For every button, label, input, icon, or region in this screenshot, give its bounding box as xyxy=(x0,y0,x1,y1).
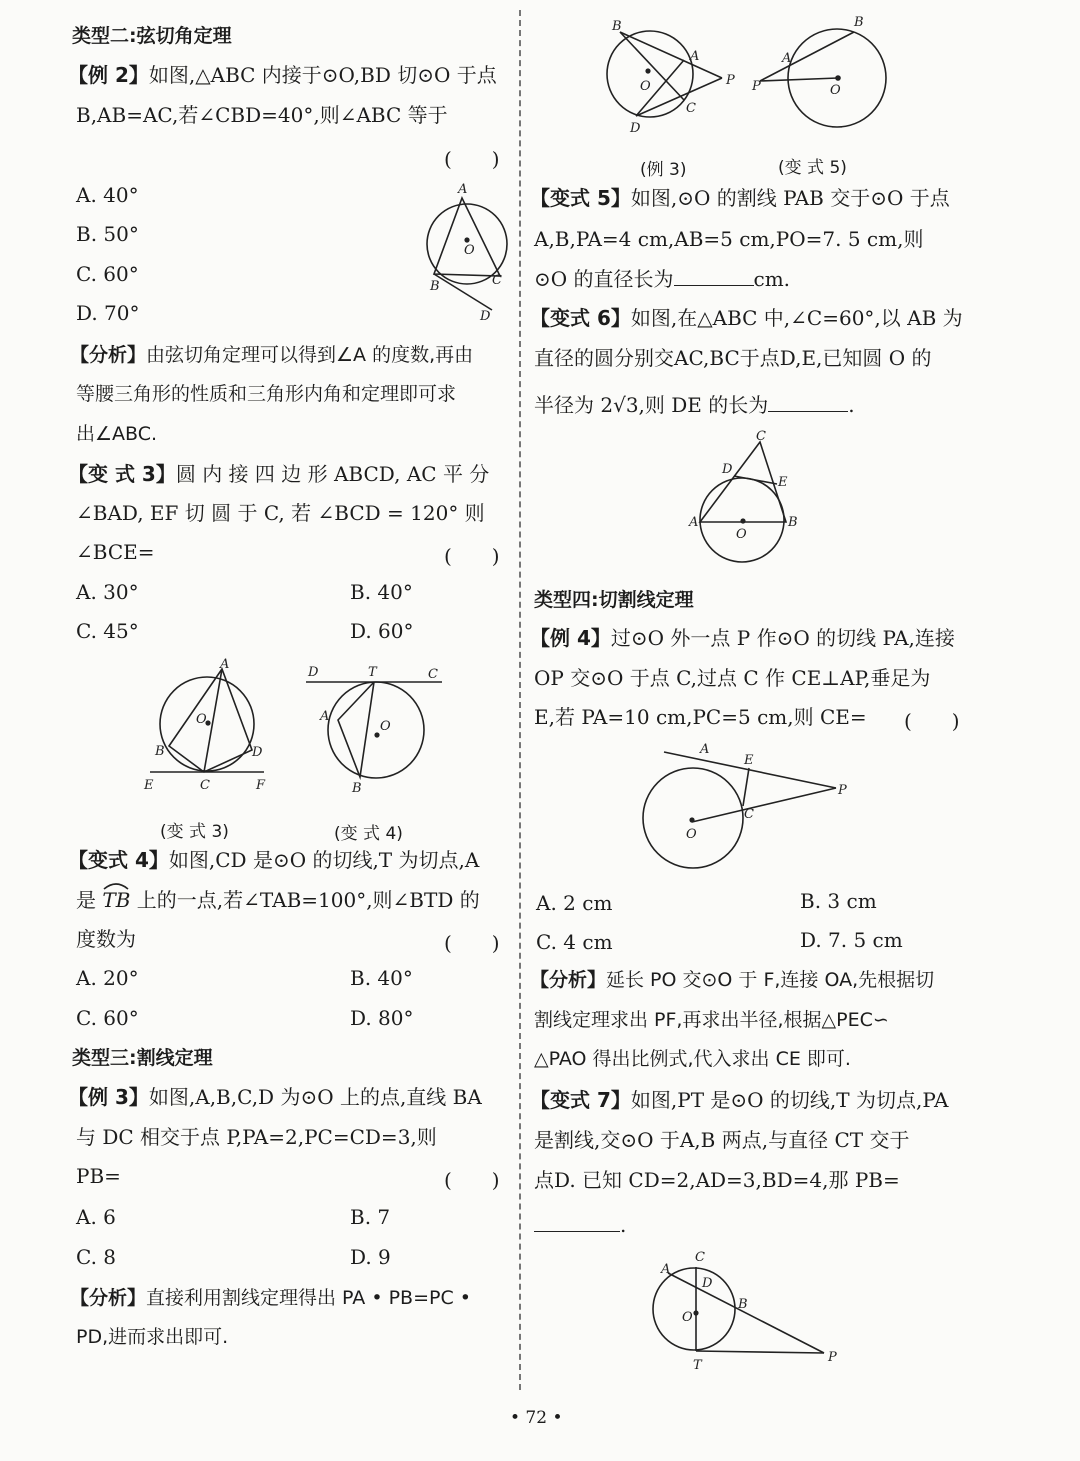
tangent-pt xyxy=(696,1351,824,1353)
example4-line2: OP 交⊙O 于点 C,过点 C 作 CE⊥AP,垂足为 xyxy=(534,666,931,690)
label-p: P xyxy=(726,73,735,88)
example2-label: 【例 2】 xyxy=(68,63,149,87)
label-c: C xyxy=(200,778,210,793)
label-b: B xyxy=(612,19,622,34)
label-b: B xyxy=(738,1297,748,1312)
example4-line1 xyxy=(530,626,955,650)
example3-label: 【例 3】 xyxy=(68,1085,149,1109)
perpendicular-ce xyxy=(743,768,749,806)
option-d: D. 80° xyxy=(350,1006,414,1030)
caption-variant4: (变 式 4) xyxy=(334,824,403,844)
variant3-text1: 圆 内 接 四 边 形 ABCD, AC 平 分 xyxy=(175,462,490,486)
label-c: C xyxy=(492,273,502,288)
figure-variant7 xyxy=(652,1245,852,1380)
label-o: O xyxy=(640,79,651,94)
segment-de xyxy=(734,476,777,484)
analysis3-label: 【分析】 xyxy=(530,969,607,991)
caption-example3: (例 3) xyxy=(640,160,687,180)
segment-po xyxy=(760,78,838,81)
option-b: B. 3 cm xyxy=(800,889,877,913)
label-c: C xyxy=(686,101,696,116)
option-a: A. 20° xyxy=(76,966,139,990)
answer-paren: ( ) xyxy=(444,147,500,171)
example4-text1: 过⊙O 外一点 P 作⊙O 的切线 PA,连接 xyxy=(610,626,955,650)
analysis1-text1: 由弦切角定理可以得到∠A 的度数,再由 xyxy=(146,344,474,366)
variant6-line2: 直径的圆分别交AC,BC于点D,E,已知圆 O 的 xyxy=(534,346,932,370)
option-c: C. 60° xyxy=(76,262,139,286)
example3-line1 xyxy=(68,1085,482,1109)
secant-pb xyxy=(620,32,722,78)
example2-text1: 如图,△ABC 内接于⊙O,BD 切⊙O 于点 xyxy=(148,63,497,87)
label-t: T xyxy=(693,1358,702,1373)
option-a: A. 6 xyxy=(76,1205,116,1229)
variant5-line1 xyxy=(530,186,950,210)
analysis3-text1: 延长 PO 交⊙O 于 F,连接 OA,先根据切 xyxy=(606,969,935,991)
label-b: B xyxy=(854,15,864,30)
label-p: P xyxy=(828,1350,837,1365)
label-o: O xyxy=(380,719,391,734)
figure-variant3 xyxy=(140,656,280,801)
chord-bc xyxy=(620,32,684,100)
example3-text1: 如图,A,B,C,D 为⊙O 上的点,直线 BA xyxy=(148,1085,482,1109)
example4-line3: E,若 PA=10 cm,PC=5 cm,则 CE= xyxy=(534,705,867,729)
label-c: C xyxy=(756,429,766,444)
example2-line1 xyxy=(68,63,497,87)
figure-example3 xyxy=(600,14,740,139)
answer-paren: ( ) xyxy=(444,1168,500,1192)
label-a: A xyxy=(782,51,792,66)
label-c: C xyxy=(428,667,438,682)
center-dot xyxy=(693,1310,698,1315)
example3-line3: PB= xyxy=(76,1164,121,1188)
triangle-abc xyxy=(434,198,500,276)
arc-mark xyxy=(102,880,130,890)
label-e: E xyxy=(144,778,154,793)
label-a: A xyxy=(220,657,230,672)
variant7-line1 xyxy=(530,1088,948,1112)
variant4-label: 【变式 4】 xyxy=(68,848,169,872)
arc-tb xyxy=(102,888,130,912)
label-b: B xyxy=(788,515,798,530)
type4-heading: 类型四:切割线定理 xyxy=(534,589,694,611)
variant6-text3a: 半径为 2√3,则 DE 的长为 xyxy=(534,393,769,417)
page-number: • 72 • xyxy=(510,1408,563,1428)
option-b: B. 50° xyxy=(76,222,139,246)
analysis1-line2: 等腰三角形的性质和三角形内角和定理即可求 xyxy=(76,383,457,405)
variant7-text1: 如图,PT 是⊙O 的切线,T 为切点,PA xyxy=(630,1088,949,1112)
analysis3-line1 xyxy=(530,968,934,992)
label-p: P xyxy=(752,79,761,94)
variant6-line3 xyxy=(534,393,855,417)
option-d: D. 9 xyxy=(350,1245,391,1269)
label-o: O xyxy=(736,527,747,542)
option-a: A. 30° xyxy=(76,580,139,604)
answer-paren: ( ) xyxy=(904,709,960,733)
type3-heading: 类型三:割线定理 xyxy=(72,1047,213,1069)
label-d: D xyxy=(722,462,733,477)
triangle-tab xyxy=(338,682,374,777)
label-o: O xyxy=(196,712,207,727)
variant7-line2: 是割线,交⊙O 于A,B 两点,与直径 CT 交于 xyxy=(534,1128,910,1152)
answer-blank xyxy=(674,267,754,286)
diagonal-ac xyxy=(204,669,222,772)
label-a: A xyxy=(700,742,710,757)
tangent-bd xyxy=(434,274,492,310)
figure-variant4 xyxy=(300,660,450,800)
answer-paren: ( ) xyxy=(444,544,500,568)
label-p: P xyxy=(838,783,847,798)
variant3-line3: ∠BCE= xyxy=(76,540,155,564)
label-b: B xyxy=(352,781,362,796)
caption-variant5: (变 式 5) xyxy=(778,158,847,178)
label-t: T xyxy=(368,665,377,680)
label-c: C xyxy=(744,807,754,822)
label-a: A xyxy=(661,1262,671,1277)
variant4-text1: 如图,CD 是⊙O 的切线,T 为切点,A xyxy=(168,848,480,872)
option-b: B. 40° xyxy=(350,966,413,990)
variant5-label: 【变式 5】 xyxy=(530,186,631,210)
label-a: A xyxy=(690,49,700,64)
variant3-label: 【变 式 3】 xyxy=(68,462,176,486)
variant7-label: 【变式 7】 xyxy=(530,1088,631,1112)
label-o: O xyxy=(830,83,841,98)
figure-example2 xyxy=(420,178,520,328)
variant5-text3b: cm. xyxy=(753,267,791,291)
circle-o xyxy=(607,31,693,117)
example4-label: 【例 4】 xyxy=(530,626,611,650)
label-a: A xyxy=(689,515,699,530)
variant6-text1: 如图,在△ABC 中,∠C=60°,以 AB 为 xyxy=(630,306,963,330)
segment-op xyxy=(692,788,836,822)
option-d: D. 7. 5 cm xyxy=(800,928,903,952)
option-b: B. 40° xyxy=(350,580,413,604)
variant4-line1 xyxy=(68,848,479,872)
center-dot xyxy=(835,75,841,81)
variant6-text3b: . xyxy=(848,393,855,417)
label-a: A xyxy=(458,182,468,197)
analysis1-line3: 出∠ABC. xyxy=(76,423,158,445)
example3-line2: 与 DC 相交于点 P,PA=2,PC=CD=3,则 xyxy=(76,1125,437,1149)
answer-blank xyxy=(534,1213,620,1232)
variant4-text2b: 上的一点,若∠TAB=100°,则∠BTD 的 xyxy=(130,888,480,912)
label-a: A xyxy=(320,709,330,724)
type2-heading: 类型二:弦切角定理 xyxy=(72,25,232,47)
option-a: A. 2 cm xyxy=(536,891,613,915)
triangle-abc xyxy=(700,442,786,522)
option-c: C. 60° xyxy=(76,1006,139,1030)
answer-blank xyxy=(768,393,848,412)
option-c: C. 45° xyxy=(76,619,139,643)
analysis3-line3: △PAO 得出比例式,代入求出 CE 即可. xyxy=(534,1048,851,1070)
variant5-line3 xyxy=(534,267,790,291)
variant6-line1 xyxy=(530,306,963,330)
label-o: O xyxy=(686,827,697,842)
option-a: A. 40° xyxy=(76,183,139,207)
label-b: B xyxy=(430,279,440,294)
analysis3-line2: 割线定理求出 PF,再求出半径,根据△PEC∽ xyxy=(534,1009,889,1031)
variant6-label: 【变式 6】 xyxy=(530,306,631,330)
variant4-line2 xyxy=(76,888,480,912)
variant5-text1: 如图,⊙O 的割线 PAB 交于⊙O 于点 xyxy=(630,186,950,210)
option-d: D. 70° xyxy=(76,301,140,325)
analysis2-line2: PD,进而求出即可. xyxy=(76,1326,229,1348)
example2-line2: B,AB=AC,若∠CBD=40°,则∠ABC 等于 xyxy=(76,103,448,127)
label-e: E xyxy=(744,753,754,768)
variant3-line1 xyxy=(68,462,489,486)
center-dot xyxy=(464,237,469,242)
label-d: D xyxy=(308,665,319,680)
option-c: C. 8 xyxy=(76,1245,117,1269)
figure-example4 xyxy=(630,740,855,880)
label-e: E xyxy=(778,475,788,490)
label-f: F xyxy=(256,778,266,793)
analysis2-text1: 直接利用割线定理得出 PA • PB=PC • xyxy=(146,1287,471,1309)
variant5-text3a: ⊙O 的直径长为 xyxy=(534,267,674,291)
label-o: O xyxy=(464,243,475,258)
option-c: C. 4 cm xyxy=(536,930,613,954)
label-d: D xyxy=(702,1276,713,1291)
analysis1-label: 【分析】 xyxy=(70,344,147,366)
arc-label: TB xyxy=(102,888,131,912)
variant7-line4 xyxy=(534,1213,626,1237)
label-d: D xyxy=(480,309,491,324)
answer-paren: ( ) xyxy=(444,931,500,955)
analysis2-line1 xyxy=(70,1286,471,1310)
variant7-line3: 点D. 已知 CD=2,AD=3,BD=4,那 PB= xyxy=(534,1168,900,1192)
analysis2-label: 【分析】 xyxy=(70,1287,147,1309)
variant7-text4: . xyxy=(620,1213,627,1237)
label-o: O xyxy=(682,1310,693,1325)
variant4-text2a: 是 xyxy=(76,888,103,912)
center-dot xyxy=(689,817,694,822)
label-b: B xyxy=(155,744,165,759)
variant3-line2: ∠BAD, EF 切 圆 于 C, 若 ∠BCD = 120° 则 xyxy=(76,501,485,525)
label-d: D xyxy=(252,745,263,760)
option-b: B. 7 xyxy=(350,1205,391,1229)
circle-o xyxy=(653,1268,735,1350)
analysis1-line1 xyxy=(70,343,473,367)
caption-variant3: (变 式 3) xyxy=(160,822,229,842)
figure-variant6 xyxy=(680,428,810,573)
figure-variant5 xyxy=(750,10,900,135)
label-d: D xyxy=(630,121,641,136)
variant5-line2: A,B,PA=4 cm,AB=5 cm,PO=7. 5 cm,则 xyxy=(534,227,924,251)
option-d: D. 60° xyxy=(350,619,414,643)
variant4-line3: 度数为 xyxy=(76,927,136,951)
center-dot xyxy=(374,732,379,737)
center-dot xyxy=(740,518,745,523)
center-dot xyxy=(645,68,650,73)
label-c: C xyxy=(695,1250,705,1265)
